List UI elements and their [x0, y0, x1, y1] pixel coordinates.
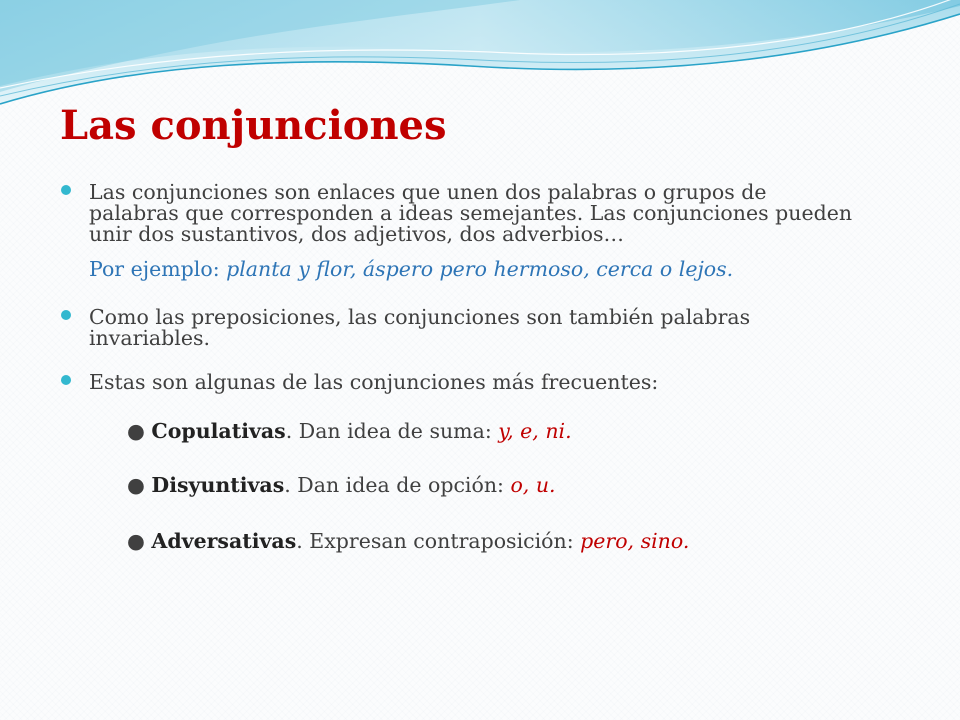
slide-content	[60, 182, 860, 555]
bullet-definition	[60, 182, 860, 245]
sub-bullet-marker: ●	[127, 473, 145, 497]
bullet-text: Como las preposiciones, las conjunciones son también palabras invariables.	[89, 305, 751, 350]
conjunction-type-description: . Dan idea de suma:	[285, 419, 499, 443]
bullet-invariable	[60, 307, 860, 349]
example-line	[89, 255, 860, 283]
bullet-text: Estas son algunas de las conjunciones más frecuentes:	[89, 370, 659, 394]
conjunction-type-examples: pero, sino.	[580, 529, 690, 553]
bullet-dot-icon	[61, 310, 71, 320]
conjunction-type-term: Copulativas	[151, 419, 286, 443]
conjunction-type-examples: y, e, ni.	[498, 419, 572, 443]
conjunction-type-description: . Dan idea de opción:	[284, 473, 511, 497]
bullet-dot-icon	[61, 375, 71, 385]
conjunction-type-copulativas	[127, 417, 860, 445]
bullet-frequent	[60, 372, 860, 393]
bullet-text: Las conjunciones son enlaces que unen dos palabras o grupos de palabras que corresponden a ideas semejantes. Las conjunciones pueden unir dos sustantivos, dos adjetivos, dos adverbios…	[89, 180, 853, 246]
conjunction-type-description: . Expresan contraposición:	[296, 529, 581, 553]
sub-bullet-marker: ●	[127, 529, 145, 553]
sub-bullet-marker: ●	[127, 419, 145, 443]
conjunction-type-examples: o, u.	[510, 473, 556, 497]
example-words: planta y flor, áspero pero hermoso, cerca o lejos.	[226, 257, 734, 281]
slide-title: Las conjunciones	[60, 102, 447, 149]
conjunction-type-adversativas	[127, 527, 860, 555]
bullet-dot-icon	[61, 185, 71, 195]
conjunction-type-term: Disyuntivas	[151, 473, 285, 497]
conjunction-type-disyuntivas	[127, 471, 860, 499]
example-prefix: Por ejemplo:	[89, 257, 227, 281]
conjunction-type-term: Adversativas	[151, 529, 297, 553]
